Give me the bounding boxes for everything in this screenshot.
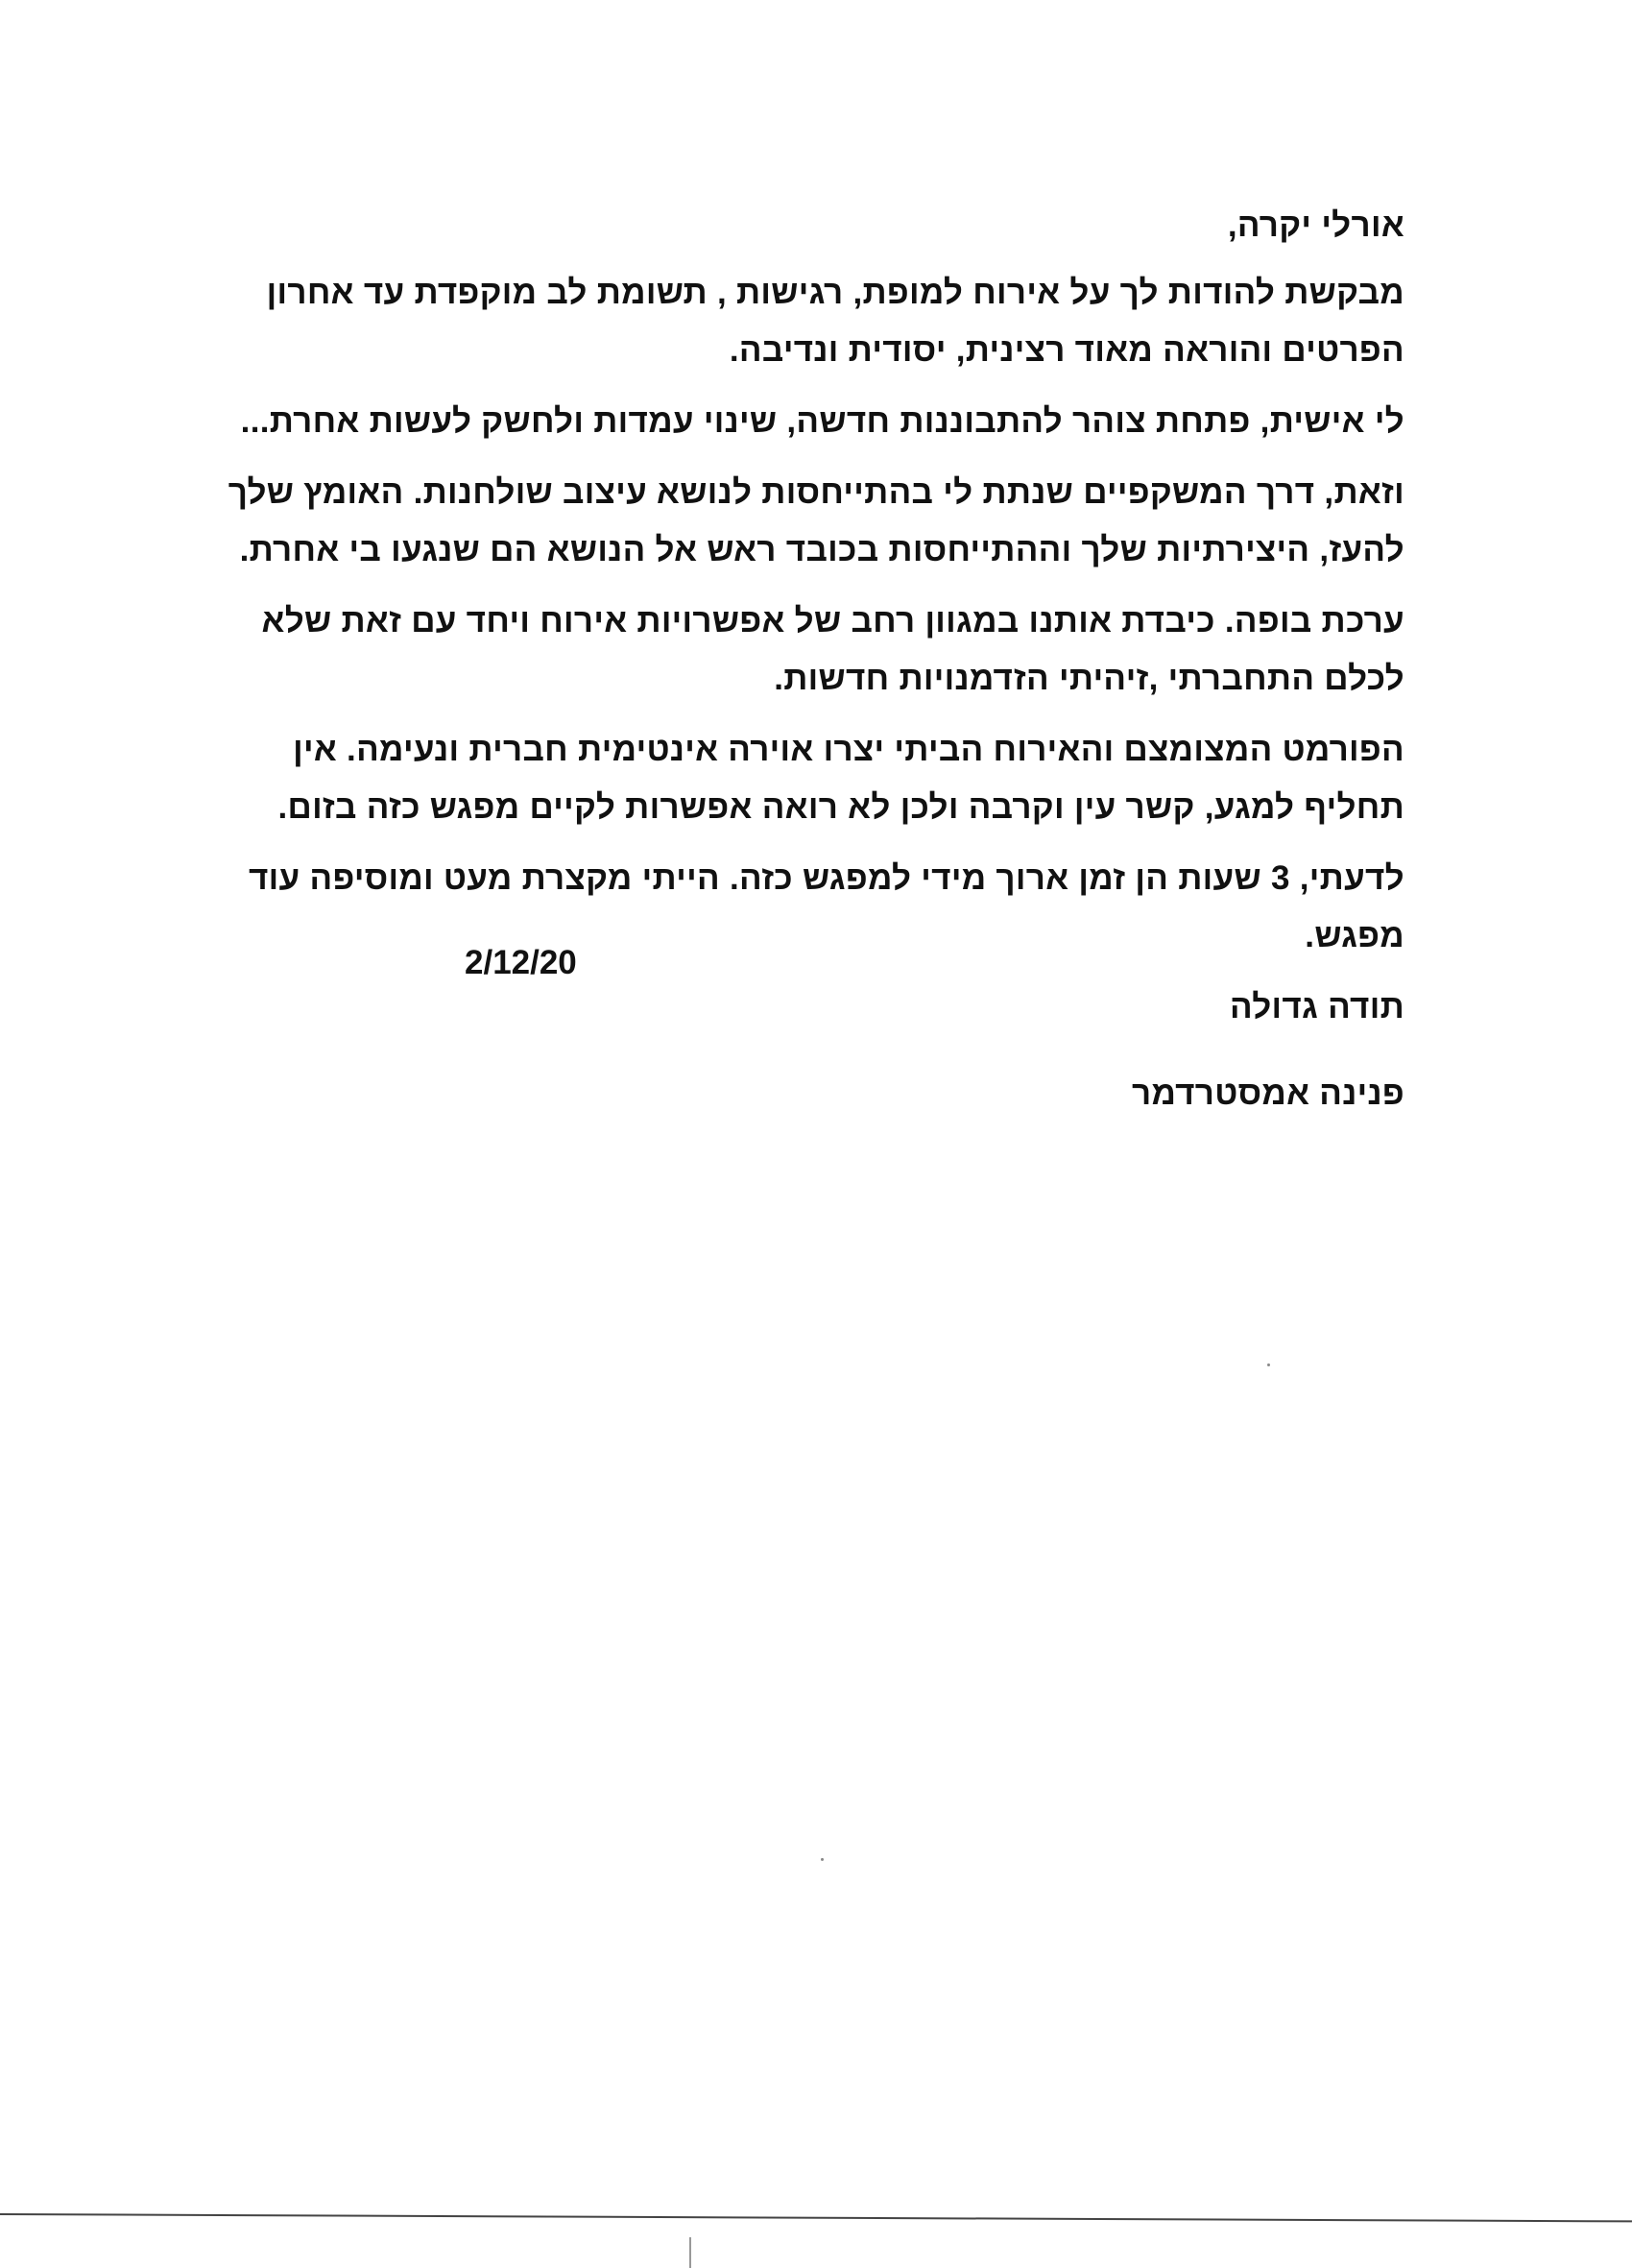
paragraph-6: [224, 850, 1404, 965]
salutation: אורלי יקרה,: [1227, 206, 1404, 244]
scan-mark: [689, 2237, 691, 2268]
paragraph-2: [224, 393, 1404, 450]
paragraph-5: [224, 721, 1404, 836]
paragraph-line: להעז, היצירתיות שלך וההתייחסות בכובד ראש אל הנושא הם שנגעו בי אחרת.: [239, 531, 1404, 568]
letter-body: [224, 197, 1404, 1122]
scan-edge-line: [0, 2213, 1632, 2222]
paragraph-1: [224, 264, 1404, 379]
paragraph-line: לכלם התחברתי ,זיהיתי הזדמנויות חדשות.: [774, 660, 1404, 697]
paragraph-line: מפגש.: [1305, 917, 1404, 954]
closing: תודה גדולה: [1229, 988, 1404, 1025]
paragraph-3: [224, 464, 1404, 579]
signature-name: פנינה אמסטרדמר: [1131, 1074, 1404, 1112]
paragraph-4: [224, 592, 1404, 708]
paragraph-line: ערכת בופה. כיבדת אותנו במגוון רחב של אפשרויות אירוח ויחד עם זאת שלא: [261, 602, 1404, 639]
scan-speck: [1267, 1363, 1270, 1366]
paragraph-line: מבקשת להודות לך על אירוח למופת, רגישות , תשומת לב מוקפדת עד אחרון: [266, 274, 1404, 311]
paragraph-line: תחליף למגע, קשר עין וקרבה ולכן לא רואה אפשרות לקיים מפגש כזה בזום.: [277, 788, 1404, 826]
scan-speck: [821, 1858, 824, 1861]
letter-date: 2/12/20: [465, 944, 577, 981]
paragraph-line: הפורמט המצומצם והאירוח הביתי יצרו אוירה אינטימית חברית ונעימה. אין: [293, 731, 1404, 768]
paragraph-line: לי אישית, פתחת צוהר להתבוננות חדשה, שינוי עמדות ולחשק לעשות אחרת...: [240, 402, 1404, 440]
paragraph-line: הפרטים והוראה מאוד רצינית, יסודית ונדיבה.: [729, 331, 1404, 369]
paragraph-line: וזאת, דרך המשקפיים שנתת לי בהתייחסות לנושא עיצוב שולחנות. האומץ שלך: [228, 473, 1404, 511]
paragraph-line: לדעתי, 3 שעות הן זמן ארוך מידי למפגש כזה. הייתי מקצרת מעט ומוסיפה עוד: [249, 859, 1404, 897]
